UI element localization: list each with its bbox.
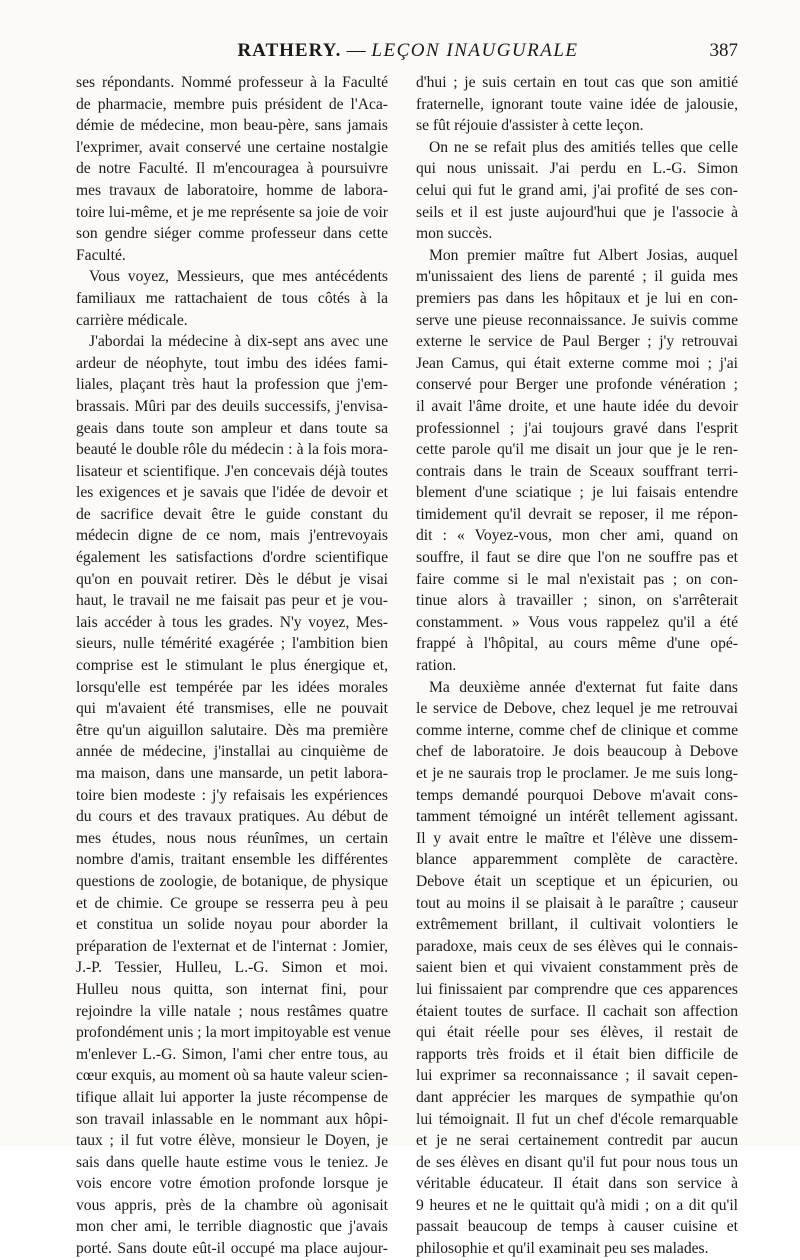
text-line: également les satisfactions d'ordre scientifique: [76, 549, 388, 567]
text-line: et de chimie. Ce groupe se resserra peu à peu: [76, 894, 388, 912]
text-line: ration.: [416, 657, 457, 675]
text-line: temps demandé pourquoi Debove m'avait cons-: [416, 786, 738, 804]
text-line: démie de médecine, mon beau-père, sans jamais: [76, 117, 388, 135]
text-line: cœur exquis, au moment où sa haute valeur scien-: [76, 1067, 388, 1085]
text-line: constamment. » Vous vous rappelez qu'il a été: [416, 613, 738, 631]
left-text-column: [76, 72, 391, 1260]
text-line: premiers pas dans les hôpitaux et je lui en con-: [416, 289, 738, 307]
text-line: lorsqu'elle est tempérée par les idées morales: [76, 678, 388, 696]
text-line: les exigences et je savais que l'idée de devoir et: [76, 484, 388, 502]
text-line: Faculté.: [76, 246, 126, 264]
text-line: lisateur et scientifique. J'en concevais déjà toutes: [76, 462, 388, 480]
text-line: lui finissaient par comprendre que ces apparences: [416, 980, 738, 998]
text-line: et je ne saurais trop le proclamer. Je me suis long-: [416, 765, 738, 782]
text-line: se fût réjouie d'assister à cette leçon.: [416, 117, 644, 135]
text-line: geais dans toute son ampleur et dans toute sa: [76, 419, 388, 437]
text-line: souffre, il faut se dire que l'on ne souffre pas et: [416, 549, 738, 567]
text-line: l'exprimer, avait conservé une certaine nostalgie: [76, 138, 388, 156]
text-line: Ma deuxième année d'externat fut faite dans: [429, 678, 738, 696]
text-line: sais dans quelle haute estime vous le teniez. Je: [76, 1153, 388, 1171]
text-line: qu'on en pouvait retirer. Dès le début je visai: [76, 570, 388, 588]
text-line: mes études, nous nous réunîmes, un certain: [76, 829, 388, 847]
text-line: carrière médicale.: [76, 311, 188, 329]
text-line: étaient toutes de surface. Il cachait son affection: [416, 1002, 738, 1020]
text-line: être qu'un aiguillon salutaire. Dès ma première: [76, 721, 388, 739]
text-line: de ses élèves en disant qu'il fut pour nous tous un: [416, 1153, 738, 1171]
text-line: ardeur de néophyte, tout imbu des idées fami-: [76, 354, 388, 372]
text-line: chef de laboratoire. Je dois beaucoup à Debove: [416, 743, 738, 761]
text-line: paradoxe, mais ceux de ses élèves qui le connais-: [416, 937, 738, 955]
text-line: liales, plaçant très haut la profession que j'em-: [76, 376, 388, 394]
page-number: 387: [709, 40, 738, 61]
text-line: sieurs, nulle témérité exagérée ; l'ambition bien: [76, 635, 388, 653]
text-line: et constitua un solide noyau pour aborder la: [76, 916, 388, 934]
text-line: Mon premier maître fut Albert Josias, auquel: [429, 246, 738, 264]
text-line: de pharmacie, membre puis président de l'Aca-: [76, 95, 388, 113]
text-line: familiaux me rattachaient de tous côtés à la: [76, 289, 388, 307]
header-author: RATHERY.: [237, 40, 342, 61]
header-lecture-title: LEÇON INAUGURALE: [371, 40, 579, 61]
text-line: tamment témoigné un intérêt tellement agissant.: [416, 808, 738, 826]
text-line: vois encore votre émotion profonde lorsque je: [76, 1175, 388, 1193]
text-line: blance apparemment complète de caractère.: [416, 851, 738, 869]
text-line: serve une pieuse reconnaissance. Je suivis comme: [416, 311, 738, 329]
text-line: toire lui-même, et je me représente sa joie de voir: [76, 203, 388, 221]
text-line: beauté le double rôle du médecin : à la fois mora-: [76, 441, 388, 459]
text-line: mes travaux de laboratoire, homme de labora-: [76, 181, 388, 199]
text-line: conservé pour Berger une profonde vénération ;: [416, 376, 738, 394]
text-line: On ne se refait plus des amitiés telles que celle: [429, 138, 738, 156]
text-line: nombre d'amis, traitant ensemble les différentes: [76, 851, 388, 869]
text-line: m'enlever L.-G. Simon, l'ami cher entre tous, au: [76, 1045, 388, 1063]
running-header: [78, 40, 738, 66]
text-line: comprise est le stimulant le plus énergique et,: [76, 657, 388, 675]
text-line: frappé à l'hôpital, au cours même d'une opé-: [416, 635, 738, 653]
text-line: il avait l'âme droite, et une haute idée du devoir: [416, 397, 738, 415]
text-line: dit : « Voyez-vous, mon cher ami, quand on: [416, 527, 738, 545]
text-line: externe le service de Paul Berger ; j'y retrouvai: [416, 333, 738, 351]
text-line: cette parole qu'il me disait un jour que je le ren-: [416, 441, 738, 459]
text-line: tifique allait lui apporter la juste récompense de: [76, 1088, 388, 1106]
text-line: lui témoignait. Il fut un chef d'école remarquable: [416, 1110, 738, 1128]
running-title: [78, 40, 738, 62]
text-line: passait beaucoup de temps à causer cuisine et: [416, 1218, 738, 1236]
text-line: son gendre siéger comme professeur dans cette: [76, 225, 388, 243]
text-line: philosophie et qu'il examinait peu ses malades.: [416, 1240, 709, 1258]
text-line: extrêmement brillant, il cultivait volontiers le: [416, 916, 738, 934]
text-line: 9 heures et ne le quittait qu'à midi ; on a dit qu'il: [416, 1196, 738, 1214]
text-line: mon succès.: [416, 225, 493, 243]
header-dash: —: [341, 40, 372, 61]
text-line: professionnel ; j'ai toujours gravé dans l'esprit: [416, 419, 738, 437]
text-line: Hulleu nous quitta, son internat fini, pour: [76, 980, 388, 998]
text-line: vous appris, près de la chambre où agonisait: [76, 1196, 388, 1214]
text-line: Il y avait entre le maître et l'élève une dissem-: [416, 829, 738, 847]
text-line: Jean Camus, qui était externe comme moi ; j'ai: [416, 354, 738, 372]
text-line: médecin digne de ce nom, mais j'entrevoyais: [76, 527, 388, 545]
text-line: tinue alors à travailler ; sinon, on s'arrêterait: [416, 592, 738, 610]
text-line: d'hui ; je suis certain en tout cas que son amitié: [416, 74, 738, 91]
text-line: comme interne, comme chef de clinique et comme: [416, 721, 738, 739]
text-line: questions de zoologie, de botanique, de physique: [76, 872, 388, 890]
text-line: qui m'avaient été transmises, elle ne pouvait: [76, 700, 388, 718]
text-line: saient bien et qui vivaient constamment près de: [416, 959, 738, 977]
text-line: brassais. Mûri par des deuils successifs, j'envisa-: [76, 397, 388, 415]
text-line: toire bien modeste : j'y refaisais les expériences: [76, 786, 388, 804]
text-line: de sacrifice devait être le guide constant du: [76, 505, 388, 523]
text-line: lais accéder à tous les grades. N'y voyez, Mes-: [76, 613, 388, 631]
text-line: timidement qu'il devrait se reposer, il me répon-: [416, 505, 738, 523]
text-line: dant apprécier les marques de sympathie qu'on: [416, 1088, 738, 1106]
text-line: rejoindre la ville natale ; nous restâmes quatre: [76, 1002, 388, 1020]
text-line: et je ne serai certainement contredit par aucun: [416, 1132, 738, 1150]
text-line: rapports très froids et il était bien difficile de: [416, 1045, 738, 1063]
text-line: taux ; il fut votre élève, monsieur le Doyen, je: [76, 1132, 388, 1150]
text-line: faire comme si le mal n'existait pas ; on con-: [416, 570, 738, 588]
text-line: lui exprimer sa reconnaissance ; il savait cepen-: [416, 1067, 738, 1085]
text-line: du cours et des travaux pratiques. Au début de: [76, 808, 388, 826]
text-line: ma maison, dans une mansarde, un petit labora-: [76, 765, 388, 782]
text-line: blement d'une sciatique ; je lui faisais entendre: [416, 484, 738, 502]
text-line: seils et il est juste aujourd'hui que je l'associe à: [416, 203, 738, 221]
text-line: Vous voyez, Messieurs, que mes antécédents: [89, 268, 388, 286]
text-line: préparation de l'externat et de l'internat : Jomier,: [76, 937, 388, 955]
right-text-column: [416, 72, 738, 1260]
text-line: porté. Sans doute eût-il occupé ma place aujour-: [76, 1240, 388, 1258]
text-line: de notre Faculté. Il m'encouragea à poursuivre: [76, 160, 388, 178]
text-line: véritable éducateur. Il était dans son service à: [416, 1175, 738, 1193]
text-line: année de médecine, j'installai au cinquième de: [76, 743, 388, 761]
text-line: tout au moins il se plaisait à le paraître ; causeur: [416, 894, 738, 912]
text-line: qui était réelle pour ses élèves, il restait de: [416, 1024, 738, 1042]
text-line: celui qui fut le grand ami, j'ai profité de ses con-: [416, 181, 738, 199]
text-line: le service de Debove, chez lequel je me retrouvai: [416, 700, 738, 718]
text-line: son travail inlassable en le nommant aux hôpi-: [76, 1110, 388, 1128]
text-line: m'unissaient des liens de parenté ; il guida mes: [416, 268, 738, 286]
text-line: haut, le travail ne me faisait pas peur et je vou-: [76, 592, 388, 610]
text-line: Debove était un sceptique et un épicurien, ou: [416, 872, 738, 890]
text-line: contrais dans le train de Sceaux souffrant terri-: [416, 462, 738, 480]
text-line: ses répondants. Nommé professeur à la Faculté: [76, 74, 388, 91]
text-line: J.-P. Tessier, Hulleu, L.-G. Simon et moi.: [76, 959, 388, 977]
text-line: profondément unis ; la mort impitoyable est venue: [76, 1024, 391, 1042]
text-line: J'abordai la médecine à dix-sept ans avec une: [89, 333, 388, 351]
text-line: mon cher ami, le terrible diagnostic que j'avais: [76, 1218, 388, 1236]
text-line: fraternelle, ignorant toute vaine idée de jalousie,: [416, 95, 738, 113]
text-line: qui nous unissait. J'ai perdu en L.-G. Simon: [416, 160, 738, 178]
